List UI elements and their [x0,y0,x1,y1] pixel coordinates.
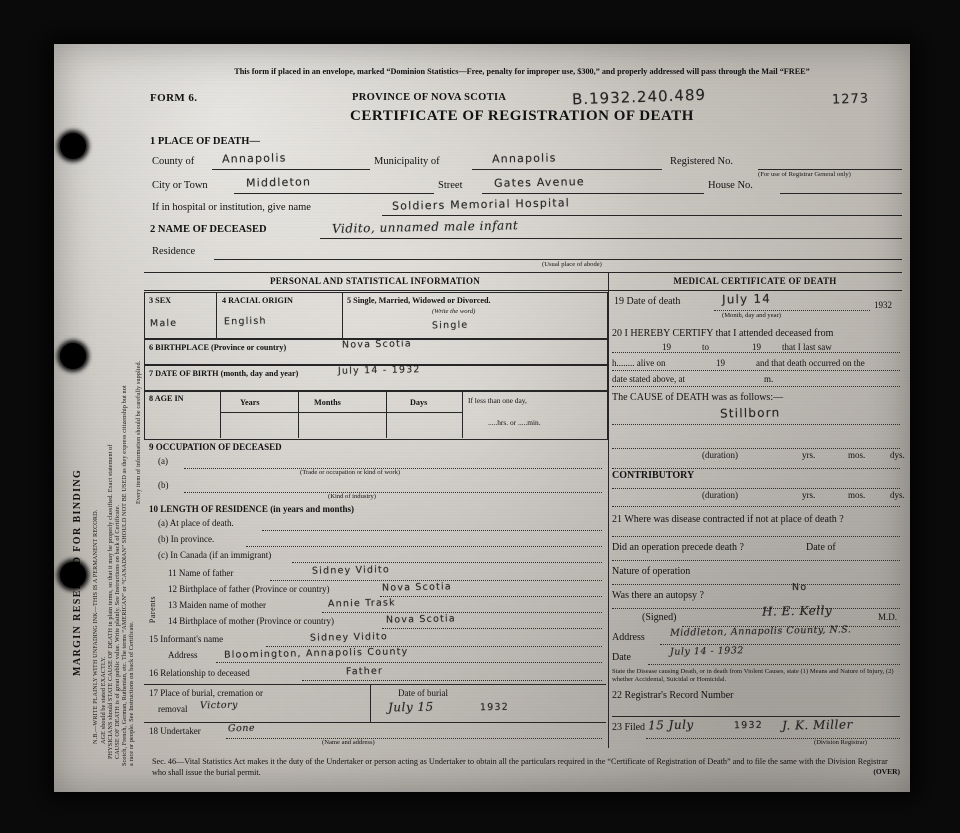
residence-b-rule [246,546,602,547]
operation-nature-rule [612,584,900,585]
age-divider-2 [298,390,299,438]
doctor-address-label: Address [612,632,645,643]
street-label: Street [438,180,463,191]
father-name-value: Sidney Vidito [311,564,391,577]
mother-name-value: Annie Trask [327,597,396,610]
cause-of-death-value: Stillborn [719,405,781,421]
punch-hole-bottom [60,562,86,588]
certify-rule-2 [612,370,900,371]
cause-rule-2 [612,448,900,449]
signed-md-label: M.D. [878,612,898,622]
house-no-rule [780,193,902,194]
undertaker-rule [226,738,602,739]
burial-bottom-rule [144,722,606,723]
street-rule [482,193,704,194]
relationship-label: 16 Relationship to deceased [149,668,250,678]
county-value: Annapolis [221,151,287,166]
dob-label: 7 DATE OF BIRTH (month, day and year) [149,369,299,378]
date-of-death-year: 1932 [874,300,892,310]
contributory-duration-label: (duration) [702,490,738,500]
informant-address-value: Bloomington, Annapolis County [223,646,409,661]
residence-b-label: (b) In province. [158,534,215,544]
registered-no-rule [758,169,902,170]
racial-origin-value: English [223,315,267,328]
certify-to-year: 19 [752,342,761,352]
dob-value: July 14 - 1932 [337,364,421,377]
duration-yrs: yrs. [802,450,816,460]
date-of-death-note: (Month, day and year) [722,312,781,319]
mother-birthplace-value: Nova Scotia [385,613,456,626]
age-row [144,390,608,440]
filed-year-value: 1932 [733,719,764,732]
certify-label: 20 I HEREBY CERTIFY that I attended deceased from [612,328,834,339]
deceased-name-value: Vidito, unnamed male infant [331,218,519,236]
cause-of-death-label: The CAUSE of DEATH was as follows:— [612,392,784,403]
mother-birthplace-rule [382,628,602,629]
filed-label: 23 Filed [612,722,646,733]
doctor-date-label: Date [612,652,631,663]
mother-birthplace-label: 14 Birthplace of mother (Province or country) [168,616,334,626]
disease-contracted-rule [612,536,900,537]
hospital-value: Soldiers Memorial Hospital [391,196,571,213]
occupation-label: 9 OCCUPATION OF DECEASED [149,442,282,452]
date-of-death-rule [714,310,870,311]
undertaker-value: Gone [227,722,256,735]
duration-mos: mos. [848,450,866,460]
sex-value: Male [149,317,178,330]
col-divider-2 [342,292,343,338]
municipality-rule [472,169,662,170]
occupation-b-note: (Kind of industry) [328,493,376,500]
residence-c-label: (c) In Canada (if an immigrant) [158,550,272,560]
autopsy-rule [612,608,900,609]
father-birthplace-label: 12 Birthplace of father (Province or country) [168,584,330,594]
margin-note-2: AGE should be stated EXACTLY. [100,656,107,744]
doctor-address-value: Middleton, Annapolis County, N.S. [669,624,852,639]
registrar-record-label: 22 Registrar's Record Number [612,690,734,701]
marital-label: 5 Single, Married, Widowed or Divorced. [347,296,491,305]
division-registrar-note: (Division Registrar) [814,739,867,746]
doctor-address-rule [660,644,900,645]
relationship-rule [302,680,602,681]
autopsy-label: Was there an autopsy ? [612,590,704,601]
province-heading: PROVINCE OF NOVA SCOTIA [352,92,507,103]
registered-no-label: Registered No. [670,156,733,167]
birthplace-value: Nova Scotia [341,338,412,351]
document-title: CERTIFICATE OF REGISTRATION OF DEATH [350,108,694,124]
burial-place-label: 17 Place of burial, cremation or [149,688,263,698]
mother-name-rule [322,612,602,613]
duration-label: (duration) [702,450,738,460]
operation-rule [612,560,900,561]
racial-origin-label: 4 RACIAL ORIGIN [222,296,293,305]
cause-rule-1 [612,424,900,425]
informant-value: Sidney Vidito [309,631,389,644]
age-header-rule [220,412,462,413]
over-label: (OVER) [873,767,900,776]
informant-label: 15 Informant's name [149,634,224,644]
informant-address-label: Address [168,650,198,660]
residence-note: (Usual place of abode) [542,261,602,268]
deceased-name-label: 2 NAME OF DECEASED [150,224,267,235]
certify-from-year: 19 [662,342,671,352]
signature-value: H. E. Kelly [761,603,833,619]
right-panel-title: MEDICAL CERTIFICATE OF DEATH [673,276,837,286]
city-value: Middleton [245,175,312,190]
form-number: FORM 6. [150,92,198,104]
registrar-note: (For use of Registrar General only) [758,171,851,178]
duration-dys: dys. [890,450,905,460]
removal-label: removal [158,704,188,714]
contributory-dys: dys. [890,490,905,500]
filed-date-value: 15 July [647,717,694,733]
margin-note-3: PHYSICIANS should STATE CAUSE OF DEATH in plain terms, so that it may be properly classified. Exact statement of [107,444,114,759]
margin-note-4: CAUSE OF DEATH is of great public value. Write plainly. See Instructions on back of Certificate. [114,504,121,759]
burial-year-value: 1932 [479,701,510,714]
place-of-death-label: 1 PLACE OF DEATH— [150,136,260,147]
contributory-rule [612,488,900,489]
birthplace-label: 6 BIRTHPLACE (Province or country) [149,343,287,352]
undertaker-note: (Name and address) [322,739,375,746]
death-certificate-document [54,44,910,792]
filed-signature-value: J. K. Miller [781,717,853,733]
occupation-a-note: (Trade or occupation or kind of work) [300,469,401,476]
certify-rule-3 [612,386,900,387]
residence-a-rule [262,530,602,531]
date-of-death-label: 19 Date of death [614,296,681,307]
contributory-rule-2 [612,506,900,507]
page-number-annotation: 1273 [831,91,870,108]
contributory-label: CONTRIBUTORY [612,470,695,481]
autopsy-value: No [791,581,808,594]
contributory-yrs: yrs. [802,490,816,500]
margin-note-1: N.B.—WRITE PLAINLY WITH UNFADING INK—THIS IS A PERMANENT RECORD. [92,509,99,744]
panel-divider [608,272,609,748]
occupation-a-label: (a) [158,456,168,466]
margin-note-6: a race or people. See Instructions on back of Certificate. [128,621,135,766]
state-disease-note: State the Disease causing Death, or in death from Violent Causes, state (1) Means and Nature of Injury, (2) whether Accidental, Suicidal or Homicidal. [612,668,894,683]
deceased-name-rule [320,238,902,239]
burial-divider [370,684,371,722]
doctor-date-rule [648,664,900,665]
signed-label: (Signed) [642,612,677,623]
age-hrs-min-label: .....hrs. or .....min. [488,418,541,427]
burial-date-label: Date of burial [398,688,448,698]
residence-c-rule [292,562,602,563]
undertaker-label: 18 Undertaker [149,726,201,736]
marital-value: Single [431,319,469,332]
date-stated-time: m. [764,374,774,384]
death-occurred-label: and that death occurred on the [756,358,865,368]
residence-label: Residence [152,246,196,257]
certify-rule-1 [612,352,900,353]
last-saw-label: that I last saw [782,342,832,352]
occupation-b-rule [184,492,602,493]
duration-rule [612,468,900,469]
hospital-rule [382,215,902,216]
col-divider-1 [216,292,217,338]
sex-label: 3 SEX [149,296,172,305]
disease-contracted-label: 21 Where was disease contracted if not at place of death ? [612,514,844,525]
county-rule [212,169,370,170]
left-panel-title: PERSONAL AND STATISTICAL INFORMATION [269,276,481,286]
relationship-value: Father [345,665,384,678]
father-birthplace-value: Nova Scotia [381,581,452,594]
informant-rule [266,646,602,647]
age-divider-1 [220,390,221,438]
age-days-header: Days [410,398,428,407]
city-label: City or Town [152,180,208,191]
contributory-mos: mos. [848,490,866,500]
burial-date-value: July 15 [387,699,434,715]
margin-note-side: Every item of information should be carefully supplied. [135,360,142,504]
burial-top-rule [144,684,606,685]
mail-note: This form if placed in an envelope, marked “Dominion Statistics—Free, penalty for improper use, $300,” and properly addressed will pass through the Mail “FREE” [234,67,810,76]
father-name-label: 11 Name of father [168,568,234,578]
county-label: County of [152,156,195,167]
hospital-label: If in hospital or institution, give name [152,202,311,213]
footer-note: Sec. 46—Vital Statistics Act makes it the duty of the Undertaker or person acting as Undertaker to obtain all the particulars required in the “Certificate of Registration of Death” and to file the same with the Division Registrar who shall issue the burial permit. [152,757,888,777]
alive-year: 19 [716,358,725,368]
punch-hole-middle [60,343,86,369]
removal-value: Victory [199,699,239,712]
form-body [142,44,910,792]
residence-length-label: 10 LENGTH OF RESIDENCE (in years and months) [149,504,354,514]
residence-rule [214,259,902,260]
punch-hole-top [60,133,86,159]
alive-on-label: h........ alive on [612,358,666,368]
date-of-death-value: July 14 [721,291,772,307]
age-less-than-day-label: If less than one day, [468,396,527,405]
municipality-value: Annapolis [491,151,557,166]
parents-bracket-label: Parents [148,596,157,624]
certify-to-label: to [702,342,710,352]
age-months-header: Months [314,398,341,407]
operation-precede-label: Did an operation precede death ? [612,542,744,553]
age-label: 8 AGE IN [149,394,184,403]
panel-header-rule [144,290,902,291]
margin-note-5: Scotch, French, German, Ruthenian, etc. The terms “AMERICAN” or “CANADIAN” SHOULD NOT BE USED as they express citizenship but not [121,385,128,766]
operation-date-label: Date of [806,542,836,553]
age-years-header: Years [240,398,260,407]
street-value: Gates Avenue [493,175,585,190]
informant-address-rule [216,662,602,663]
age-divider-3 [386,390,387,438]
panel-top-rule [144,272,902,273]
marital-note: (Write the word) [432,308,476,315]
operation-nature-label: Nature of operation [612,566,691,577]
doctor-date-value: July 14 - 1932 [669,645,744,658]
archive-number-annotation: B.1932.240.489 [571,85,707,109]
occupation-b-label: (b) [158,480,169,490]
mother-name-label: 13 Maiden name of mother [168,600,266,610]
date-stated-label: date stated above, at [612,374,685,384]
father-birthplace-rule [380,596,602,597]
registrar-record-rule [612,716,900,717]
age-divider-4 [462,390,463,438]
house-no-label: House No. [708,180,753,191]
residence-a-label: (a) At place of death. [158,518,234,528]
city-rule [234,193,434,194]
municipality-label: Municipality of [374,156,440,167]
